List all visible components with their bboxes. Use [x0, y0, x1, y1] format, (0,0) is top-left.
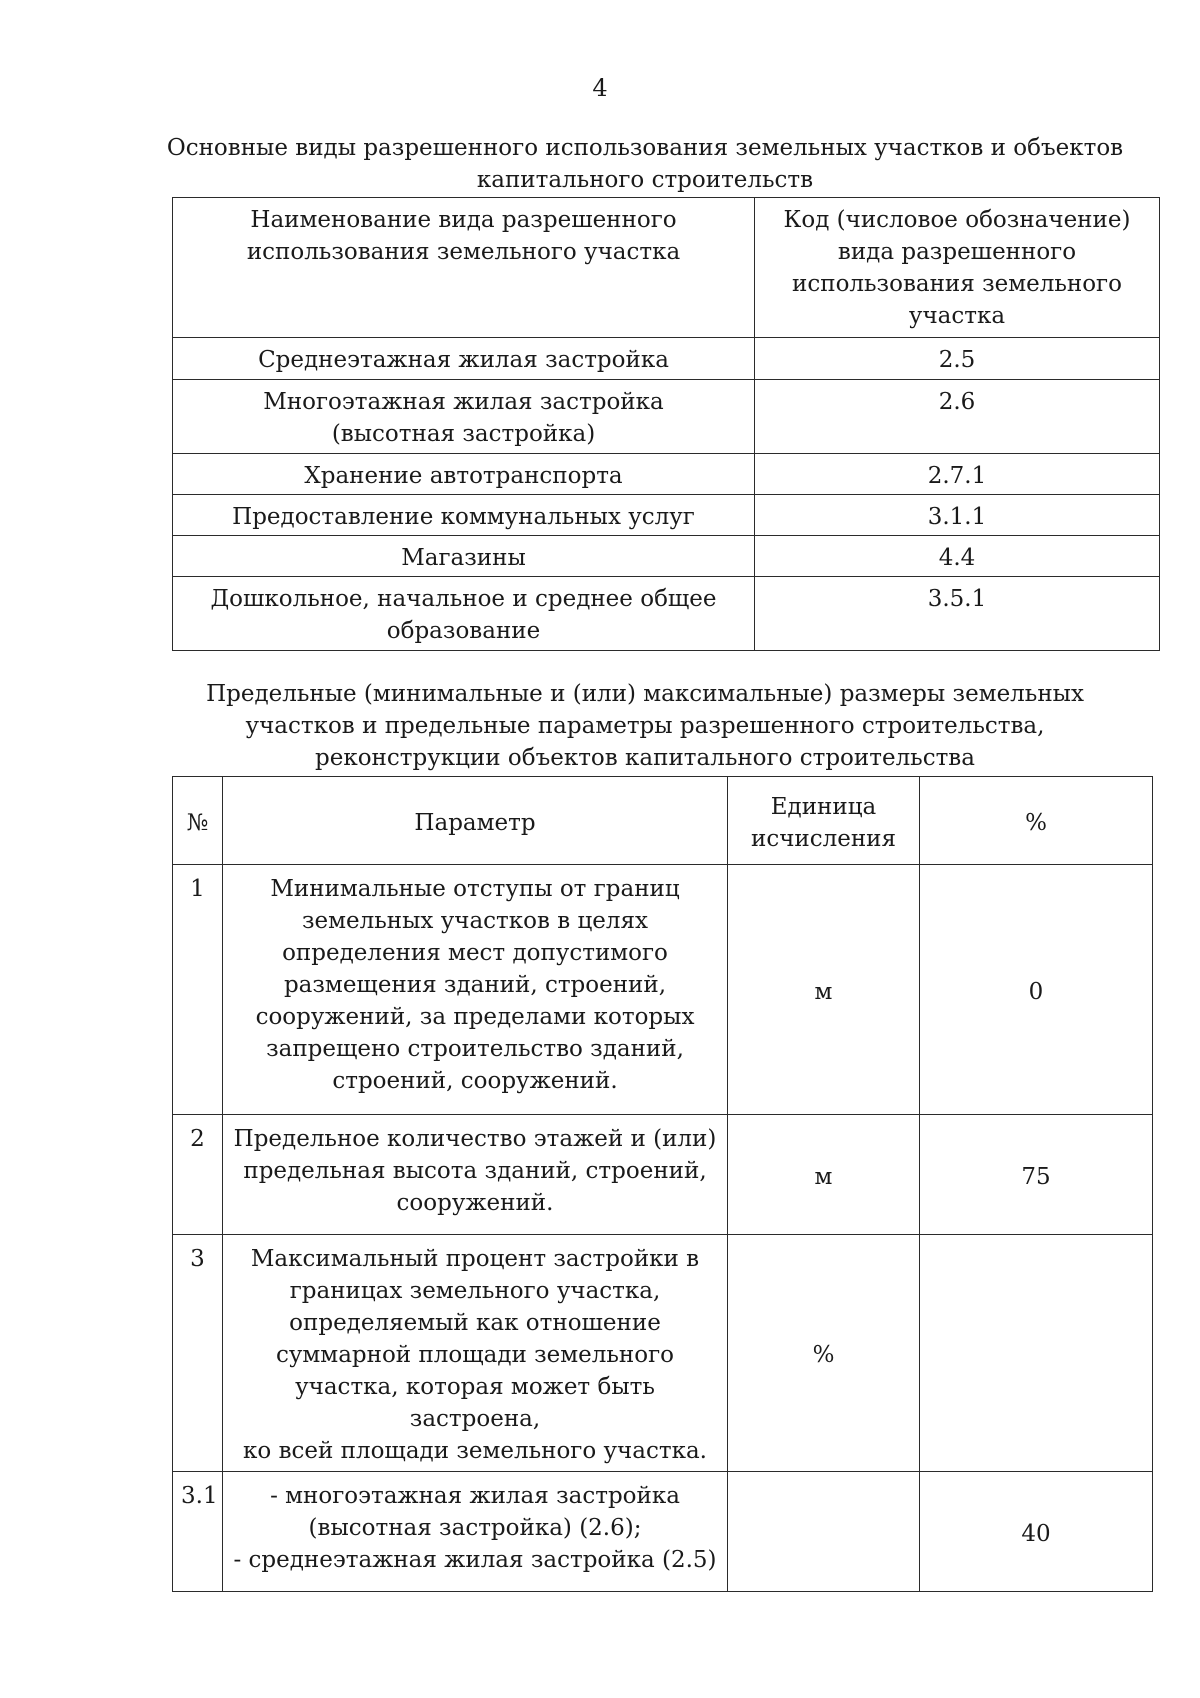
header-code-cell — [755, 198, 1160, 338]
cell-text: земельных участков в целях — [302, 908, 648, 934]
value-cell: 0 — [920, 865, 1153, 1115]
cell-text: размещения зданий, строений, — [283, 972, 667, 998]
table-row — [173, 1235, 1153, 1472]
caption-line: Основные виды разрешенного использования земельных участков и объектов — [166, 135, 1124, 161]
table-row — [173, 536, 1160, 577]
cell-text: Магазины — [401, 545, 526, 571]
header-text: использования земельного участка — [246, 239, 681, 265]
param-cell — [223, 1472, 728, 1592]
table-row — [173, 380, 1160, 454]
use-name-cell — [173, 495, 755, 536]
unit-cell: м — [728, 865, 920, 1115]
use-name-cell — [173, 380, 755, 454]
use-name-cell — [173, 577, 755, 651]
table-row — [173, 1472, 1153, 1592]
header-text: Единица — [770, 793, 877, 820]
header-text: Код (числовое обозначение) — [783, 207, 1131, 233]
cell-text: - многоэтажная жилая застройка — [270, 1483, 680, 1509]
cell-text: Предоставление коммунальных услуг — [232, 504, 695, 530]
use-code-cell: 3.5.1 — [755, 577, 1160, 651]
header-unit-cell — [728, 777, 920, 865]
use-name-cell — [173, 338, 755, 380]
cell-text: Хранение автотранспорта — [304, 463, 623, 489]
limit-parameters-table — [172, 776, 1153, 1592]
land-use-types-table — [172, 197, 1160, 651]
cell-text: ко всей площади земельного участка. — [243, 1438, 707, 1464]
cell-text: предельная высота зданий, строений, — [243, 1158, 707, 1184]
use-name-cell — [173, 454, 755, 495]
table-row — [173, 338, 1160, 380]
use-code-cell: 2.6 — [755, 380, 1160, 454]
value-cell — [920, 1235, 1153, 1472]
param-cell — [223, 1115, 728, 1235]
cell-text: запрещено строительство зданий, — [266, 1036, 684, 1062]
cell-text: сооружений, за пределами которых — [255, 1004, 695, 1030]
use-code-cell: 2.7.1 — [755, 454, 1160, 495]
header-num-cell: № — [173, 777, 223, 865]
row-num-cell: 1 — [173, 865, 223, 1115]
cell-text: Предельное количество этажей и (или) — [233, 1126, 717, 1152]
value-cell: 75 — [920, 1115, 1153, 1235]
header-text: исчисления — [750, 825, 897, 852]
cell-text: Среднеэтажная жилая застройка — [258, 347, 669, 373]
table-row — [173, 495, 1160, 536]
cell-text: определения мест допустимого — [282, 940, 668, 966]
row-num-cell: 3.1 — [173, 1472, 223, 1592]
table-header-row — [173, 198, 1160, 338]
table1-caption — [150, 132, 1140, 196]
cell-text: (высотная застройка) — [331, 421, 596, 447]
param-cell — [223, 1235, 728, 1472]
header-text: участка — [908, 303, 1006, 329]
value-cell: 40 — [920, 1472, 1153, 1592]
unit-cell — [728, 1472, 920, 1592]
caption-line: Предельные (минимальные и (или) максимальные) размеры земельных — [206, 681, 1084, 707]
table-header-row — [173, 777, 1153, 865]
use-name-cell — [173, 536, 755, 577]
cell-text: - среднеэтажная жилая застройка (2.5) — [233, 1547, 717, 1573]
cell-text: сооружений. — [396, 1190, 554, 1216]
use-code-cell: 3.1.1 — [755, 495, 1160, 536]
table-row — [173, 577, 1160, 651]
table-row — [173, 454, 1160, 495]
header-text: Наименование вида разрешенного — [250, 207, 677, 233]
header-text: использования земельного — [792, 271, 1122, 297]
use-code-cell: 2.5 — [755, 338, 1160, 380]
cell-text: участка, которая может быть застроена, — [295, 1374, 655, 1432]
row-num-cell: 3 — [173, 1235, 223, 1472]
header-param-cell: Параметр — [223, 777, 728, 865]
cell-text: определяемый как отношение — [289, 1310, 661, 1336]
header-name-cell — [173, 198, 755, 338]
cell-text: (высотная застройка) (2.6); — [308, 1515, 642, 1541]
row-num-cell: 2 — [173, 1115, 223, 1235]
caption-line: капитального строительств — [476, 167, 814, 193]
param-cell — [223, 865, 728, 1115]
cell-text: Многоэтажная жилая застройка — [263, 389, 664, 415]
page-number: 4 — [592, 74, 608, 102]
cell-text: Дошкольное, начальное и среднее общее — [210, 586, 717, 612]
cell-text: Минимальные отступы от границ — [270, 876, 680, 902]
cell-text: образование — [386, 618, 541, 644]
cell-text: Максимальный процент застройки в — [250, 1246, 700, 1272]
cell-text: границах земельного участка, — [289, 1278, 661, 1304]
caption-line: реконструкции объектов капитального строительства — [315, 745, 975, 771]
table-row — [173, 865, 1153, 1115]
caption-line: участков и предельные параметры разрешенного строительства, — [245, 713, 1045, 739]
unit-cell: % — [728, 1235, 920, 1472]
cell-text: суммарной площади земельного — [276, 1342, 674, 1368]
unit-cell: м — [728, 1115, 920, 1235]
header-percent-cell: % — [920, 777, 1153, 865]
cell-text: строений, сооружений. — [332, 1068, 618, 1094]
use-code-cell: 4.4 — [755, 536, 1160, 577]
table-row — [173, 1115, 1153, 1235]
header-text: вида разрешенного — [837, 239, 1077, 265]
table2-caption — [180, 678, 1110, 774]
